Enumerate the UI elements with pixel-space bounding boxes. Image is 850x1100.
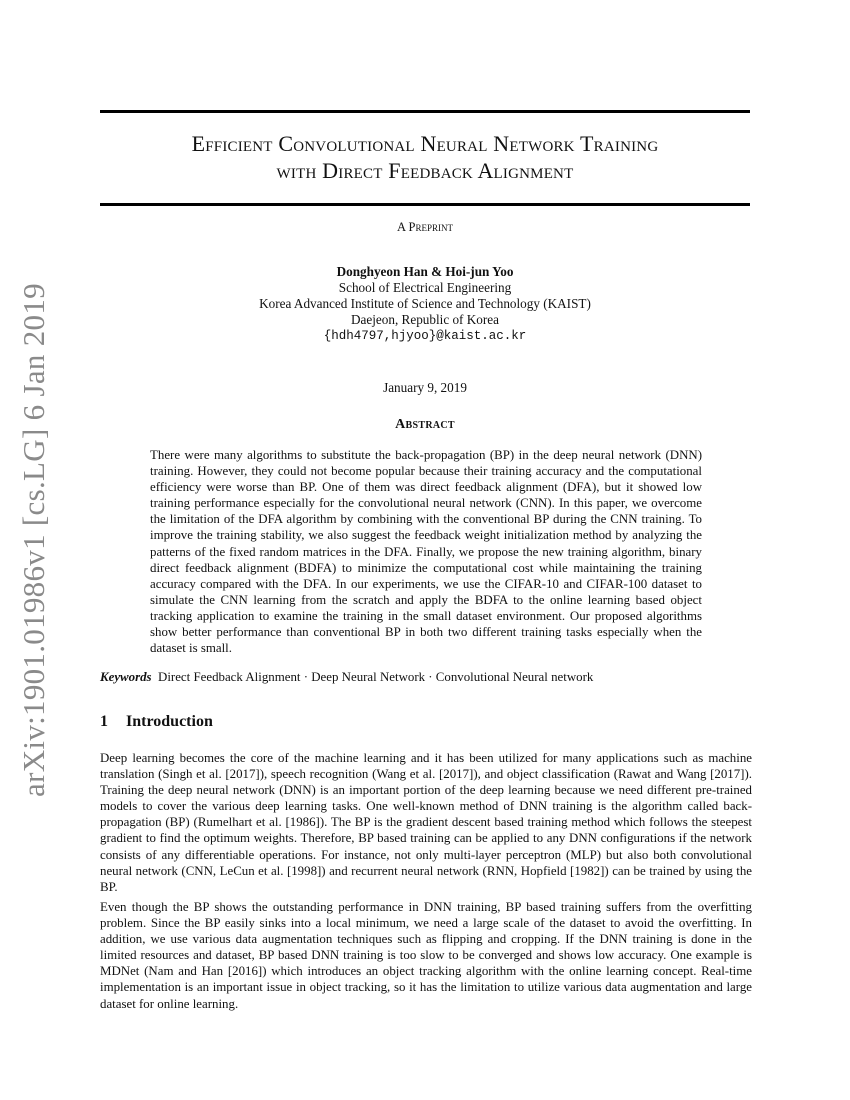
preprint-label: A Preprint (397, 220, 453, 234)
paper-title (100, 130, 750, 184)
arxiv-margin-stamp (4, 283, 64, 797)
author-names: Donghyeon Han & Hoi-jun Yoo (336, 264, 514, 279)
publication-date: January 9, 2019 (383, 380, 467, 395)
keywords-list: Direct Feedback Alignment · Deep Neural Network · Convolutional Neural network (158, 670, 594, 684)
section-heading-introduction (100, 713, 213, 731)
abstract-heading: Abstract (395, 417, 455, 432)
arxiv-identifier: arXiv:1901.01986v1 [cs.LG] 6 Jan 2019 (16, 283, 51, 797)
author-block (100, 264, 750, 344)
title-top-rule (100, 110, 750, 113)
title-line-1: Efficient Convolutional Neural Network Training (191, 131, 659, 156)
author-department: School of Electrical Engineering (338, 280, 512, 295)
section-title: Introduction (126, 713, 213, 730)
title-bottom-rule (100, 203, 750, 206)
abstract-text: There were many algorithms to substitute the back-propagation (BP) in the deep neural network (DNN) training. However, they could not become popular because their training accuracy and the computational efficiency were worse than BP. One of them was direct feedback alignment (DFA), but it showed low training performance especially for the convolutional neural network (CNN). In this paper, we overcome the limitation of the DFA algorithm by combining with the conventional BP during the CNN training. To improve the training stability, we also suggest the feedback weight initialization method by analyzing the patterns of the fixed random matrices in the DFA. Finally, we propose the new training algorithm, binary direct feedback alignment (BDFA) to minimize the computational cost while maintaining the training accuracy compared with the DFA. In our experiments, we use the CIFAR-10 and CIFAR-100 dataset to simulate the CNN learning from the scratch and apply the BDFA to the online learning based object tracking application to examine the training in the small dataset environment. Our proposed algorithms show better performance than conventional BP in both two different training tasks especially when the dataset is small. (150, 448, 702, 656)
intro-paragraph-2: Even though the BP shows the outstanding performance in DNN training, BP based training suffers from the overfitting problem. Since the BP easily sinks into a local minimum, we need a large scale of the dataset to avoid the overfitting. In addition, we use various data augmentation techniques such as flipping and cropping. If the DNN training is done in the limited resources and dataset, BP based DNN training is too slow to be converged and shows low accuracy. One example is MDNet (Nam and Han [2016]) which introduces an object tracking algorithm with the online learning concept. Real-time implementation is an important issue in object tracking, so it has the limitation to utilize various data augmentation and large dataset for online learning. (100, 900, 752, 1011)
author-email[interactable]: {hdh4797,hjyoo}@kaist.ac.kr (323, 329, 527, 343)
keywords-label: Keywords (100, 670, 152, 684)
section-number: 1 (100, 713, 108, 730)
author-institution: Korea Advanced Institute of Science and Technology (KAIST) (259, 296, 591, 311)
author-location: Daejeon, Republic of Korea (351, 312, 499, 327)
keywords-line (100, 670, 750, 685)
title-line-2: with Direct Feedback Alignment (276, 158, 574, 183)
intro-paragraph-1: Deep learning becomes the core of the machine learning and it has been utilized for many applications such as machine translation (Singh et al. [2017]), speech recognition (Wang et al. [2017]), and object classification (Rawat and Wang [2017]). Training the deep neural network (DNN) is an important portion of the deep learning because we need different pre-trained models to cover the various deep learning tasks. One well-known method of DNN training is the algorithm called back-propagation (BP) (Rumelhart et al. [1986]). The BP is the gradient descent based training method which follows the steepest gradient to find the optimum weights. Therefore, BP based training can be applied to any DNN configurations if the network consists of any differentiable operations. For instance, not only multi-layer perceptron (MLP) but also both convolutional neural network (CNN, LeCun et al. [1998]) and recurrent neural network (RNN, Hopfield [1982]) can be trained by using the BP. (100, 751, 752, 894)
